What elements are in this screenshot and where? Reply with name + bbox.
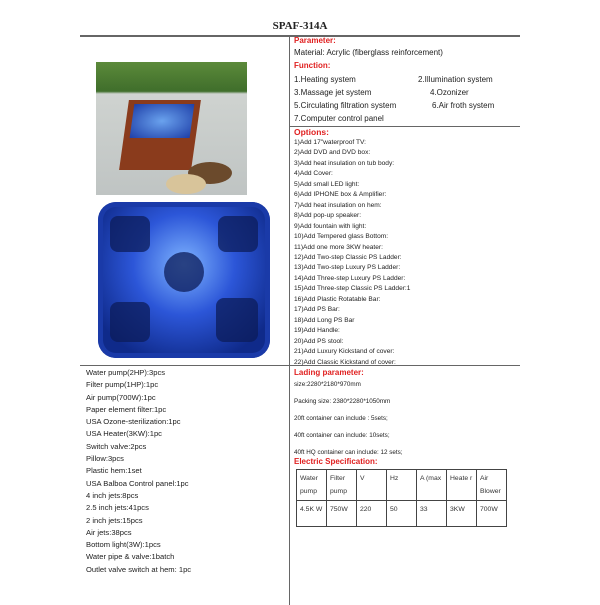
option-item: 16)Add Plastic Rotatable Bar: [294,295,381,303]
option-item: 14)Add Three-step Luxury PS Ladder: [294,274,406,282]
material-text: Material: Acrylic (fiberglass reinforcement) [294,48,443,57]
lading-heading: Lading parameter: [294,368,364,377]
table-cell: 3KW [447,501,477,527]
option-item: 2)Add DVD and DVD box: [294,149,371,157]
component-item: 2.5 inch jets:41pcs [86,503,149,513]
component-item: 2 inch jets:15pcs [86,515,143,525]
function-heading: Function: [294,61,331,70]
option-item: 19)Add Handle: [294,327,340,335]
option-item: 18)Add Long PS Bar [294,316,355,324]
option-item: 12)Add Two-step Classic PS Ladder: [294,253,402,261]
option-item: 15)Add Three-step Classic PS Ladder:1 [294,285,411,293]
function-item: 1.Heating system [294,75,356,84]
function-item: 2.Illumination system [418,75,493,84]
component-item: Switch valve:2pcs [86,441,147,451]
lading-item: 40ft container can include: 10sets; [294,432,390,439]
option-item: 11)Add one more 3KW heater: [294,243,383,251]
component-item: Water pipe & valve:1batch [86,552,175,562]
top-view-photo [96,200,272,360]
function-item: 5.Circulating filtration system [294,101,397,110]
option-item: 8)Add pop-up speaker: [294,212,362,220]
component-item: Air pump(700W):1pc [86,392,156,402]
option-item: 5)Add small LED light: [294,180,360,188]
component-item: USA Ozone-sterilization:1pc [86,417,181,427]
lading-list [294,376,403,461]
product-photo [96,62,247,195]
lading-item: 20ft container can include : 5sets; [294,415,388,422]
table-cell: 4.5K W [297,501,327,527]
table-header-cell: A (max [417,470,447,501]
options-heading: Options: [294,127,329,137]
option-item: 22)Add Classic Kickstand of cover: [294,358,396,366]
function-item: 6.Air froth system [432,101,495,110]
table-header-cell: Heate r [447,470,477,501]
table-cell: 750W [327,501,357,527]
parameter-heading: Parameter: [294,36,336,45]
component-item: Air jets:38pcs [86,527,132,537]
lading-item: Packing size: 2380*2280*1050mm [294,398,391,405]
electric-spec-table [296,469,507,527]
component-item: Paper element filter:1pc [86,404,167,414]
option-item: 1)Add 17"waterproof TV: [294,139,366,146]
lading-item: 40ft HQ container can include: 12 sets; [294,449,403,456]
component-item: Bottom light(3W):1pcs [86,540,161,550]
component-item: Filter pump(1HP):1pc [86,380,159,390]
option-item: 13)Add Two-step Luxury PS Ladder: [294,264,401,272]
lading-item: size:2280*2180*970mm [294,381,361,388]
component-item: Outlet valve switch at hem: 1pc [86,564,192,574]
option-item: 20)Add PS stool: [294,337,344,345]
function-item: 7.Computer control panel [294,114,384,123]
component-item: Pillow:3pcs [86,454,124,464]
option-item: 21)Add Luxury Kickstand of cover: [294,348,395,356]
function-item: 3.Massage jet system [294,88,372,97]
table-cell: 700W [477,501,507,527]
function-item: 4.Ozonizer [430,88,469,97]
table-header-cell: Filter pump [327,470,357,501]
option-item: 17)Add PS Bar: [294,306,340,314]
table-cell: 50 [387,501,417,527]
component-item: Plastic hem:1set [86,466,142,476]
table-header-cell: Water pump [297,470,327,501]
option-item: 4)Add Cover: [294,170,333,178]
component-item: Water pump(2HP):3pcs [86,368,166,377]
component-item: 4 inch jets:8pcs [86,490,139,500]
column-divider [289,35,290,605]
option-item: 3)Add heat insulation on tub body: [294,159,395,167]
table-header-cell: Air Blower [477,470,507,501]
option-item: 10)Add Tempered glass Bottom: [294,233,389,241]
option-item: 9)Add fountain with light: [294,222,367,230]
table-header-cell: Hz [387,470,417,501]
electric-heading: Electric Specification: [294,457,378,466]
options-list [294,138,410,368]
table-cell: 220 [357,501,387,527]
components-list [86,367,191,576]
component-item: USA Heater(3KW):1pc [86,429,162,439]
option-item: 6)Add IPHONE box & Amplifier: [294,191,387,199]
table-header-cell: V [357,470,387,501]
document-title: SPAF-314A [272,20,328,32]
option-item: 7)Add heat insulation on hem: [294,201,382,209]
component-item: USA Balboa Control panel:1pc [86,478,189,488]
table-cell: 33 [417,501,447,527]
